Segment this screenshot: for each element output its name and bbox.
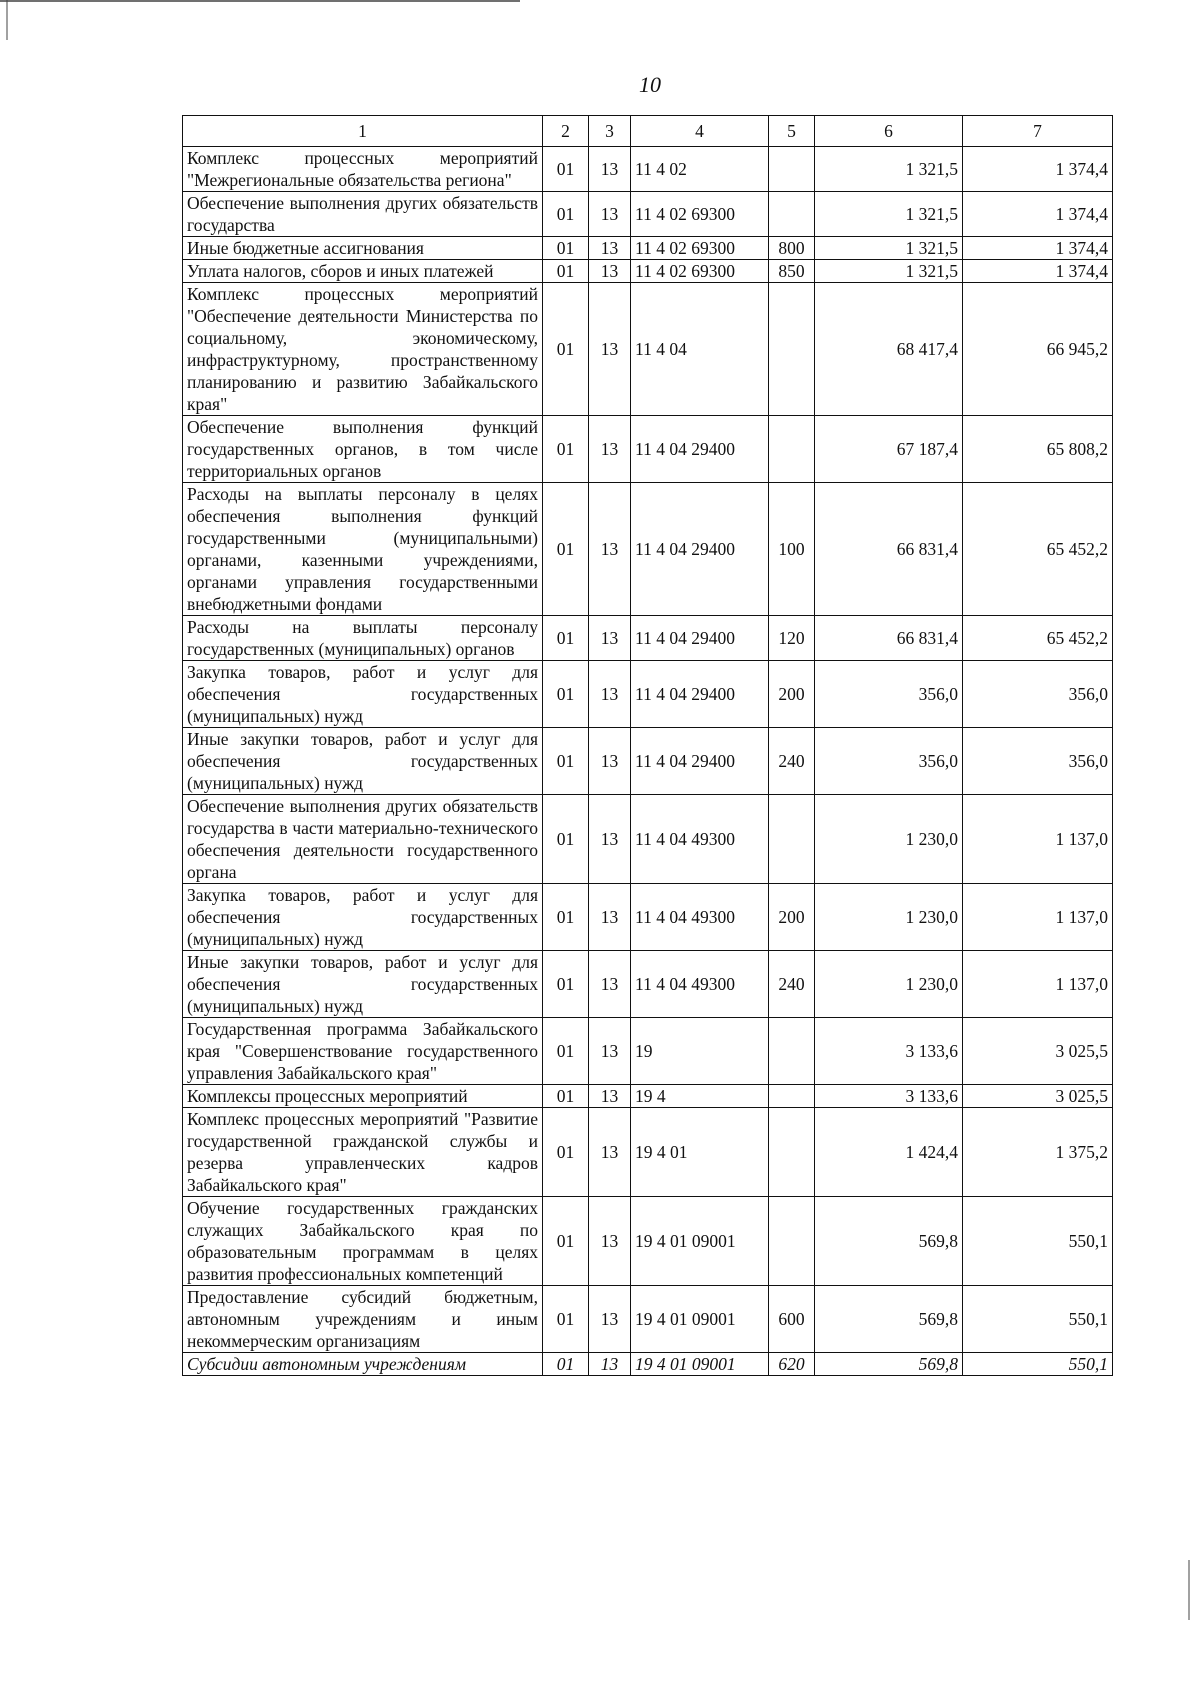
expense-type-cell <box>769 147 815 192</box>
amount-year2-cell: 1 374,4 <box>963 260 1113 283</box>
expense-type-cell: 600 <box>769 1286 815 1353</box>
expense-type-cell <box>769 192 815 237</box>
subsection-code-cell: 13 <box>589 884 631 951</box>
expense-name-cell: Закупка товаров, работ и услуг для обеспечения государственных (муниципальных) нужд <box>183 661 543 728</box>
amount-year1-cell: 66 831,4 <box>815 616 963 661</box>
amount-year2-cell: 550,1 <box>963 1286 1113 1353</box>
section-code-cell: 01 <box>543 795 589 884</box>
target-article-cell: 19 4 01 09001 <box>631 1197 769 1286</box>
expense-name-cell: Обеспечение выполнения других обязательств государства <box>183 192 543 237</box>
subsection-code-cell: 13 <box>589 951 631 1018</box>
section-code-cell: 01 <box>543 1018 589 1085</box>
amount-year1-cell: 67 187,4 <box>815 416 963 483</box>
table-header-row <box>183 116 1113 147</box>
target-article-cell: 19 4 01 <box>631 1108 769 1197</box>
expense-type-cell <box>769 1018 815 1085</box>
amount-year1-cell: 3 133,6 <box>815 1085 963 1108</box>
amount-year2-cell: 65 808,2 <box>963 416 1113 483</box>
scan-artifact-right-edge <box>1188 1560 1190 1620</box>
subsection-code-cell: 13 <box>589 661 631 728</box>
amount-year2-cell: 66 945,2 <box>963 283 1113 416</box>
table-row <box>183 1197 1113 1286</box>
table-row <box>183 661 1113 728</box>
subsection-code-cell: 13 <box>589 1353 631 1376</box>
target-article-cell: 11 4 04 29400 <box>631 416 769 483</box>
subsection-code-cell: 13 <box>589 237 631 260</box>
amount-year2-cell: 550,1 <box>963 1197 1113 1286</box>
table-row <box>183 795 1113 884</box>
amount-year1-cell: 356,0 <box>815 728 963 795</box>
amount-year1-cell: 3 133,6 <box>815 1018 963 1085</box>
expense-name-cell: Комплекс процессных мероприятий "Обеспечение деятельности Министерства по социальному, экономическому, инфраструктурному, пространственному планированию и развитию Забайкальского края" <box>183 283 543 416</box>
amount-year2-cell: 1 137,0 <box>963 951 1113 1018</box>
section-code-cell: 01 <box>543 1286 589 1353</box>
subsection-code-cell: 13 <box>589 795 631 884</box>
expense-name-cell: Расходы на выплаты персоналу в целях обеспечения выполнения функций государственными (муниципальными) органами, казенными учреждениями, органами управления государственными внебюджетными фондами <box>183 483 543 616</box>
expense-type-cell: 800 <box>769 237 815 260</box>
expense-name-cell: Государственная программа Забайкальского края "Совершенствование государственного управления Забайкальского края" <box>183 1018 543 1085</box>
target-article-cell: 11 4 02 69300 <box>631 260 769 283</box>
target-article-cell: 11 4 02 69300 <box>631 192 769 237</box>
table-row <box>183 616 1113 661</box>
target-article-cell: 11 4 04 29400 <box>631 616 769 661</box>
table-row <box>183 1018 1113 1085</box>
expense-name-cell: Предоставление субсидий бюджетным, автономным учреждениям и иным некоммерческим организациям <box>183 1286 543 1353</box>
subsection-code-cell: 13 <box>589 1108 631 1197</box>
amount-year2-cell: 3 025,5 <box>963 1018 1113 1085</box>
column-header: 2 <box>543 116 589 147</box>
table-row <box>183 1085 1113 1108</box>
column-header: 7 <box>963 116 1113 147</box>
table-row <box>183 1108 1113 1197</box>
table-row <box>183 283 1113 416</box>
subsection-code-cell: 13 <box>589 283 631 416</box>
column-header: 1 <box>183 116 543 147</box>
amount-year1-cell: 1 230,0 <box>815 884 963 951</box>
section-code-cell: 01 <box>543 661 589 728</box>
expense-type-cell <box>769 283 815 416</box>
expense-name-cell: Комплексы процессных мероприятий <box>183 1085 543 1108</box>
subsection-code-cell: 13 <box>589 192 631 237</box>
section-code-cell: 01 <box>543 884 589 951</box>
section-code-cell: 01 <box>543 1085 589 1108</box>
amount-year1-cell: 1 230,0 <box>815 795 963 884</box>
table-row <box>183 416 1113 483</box>
amount-year1-cell: 1 230,0 <box>815 951 963 1018</box>
subsection-code-cell: 13 <box>589 1197 631 1286</box>
expense-type-cell <box>769 1085 815 1108</box>
table-row <box>183 728 1113 795</box>
column-header: 6 <box>815 116 963 147</box>
scan-artifact-left-edge <box>6 0 8 40</box>
table-row <box>183 192 1113 237</box>
expense-type-cell: 240 <box>769 728 815 795</box>
expense-type-cell <box>769 1108 815 1197</box>
amount-year1-cell: 66 831,4 <box>815 483 963 616</box>
expense-name-cell: Обеспечение выполнения функций государственных органов, в том числе территориальных органов <box>183 416 543 483</box>
section-code-cell: 01 <box>543 728 589 795</box>
expense-name-cell: Комплекс процессных мероприятий "Развитие государственной гражданской службы и резерва управленческих кадров Забайкальского края" <box>183 1108 543 1197</box>
section-code-cell: 01 <box>543 192 589 237</box>
amount-year2-cell: 1 374,4 <box>963 147 1113 192</box>
amount-year1-cell: 1 321,5 <box>815 260 963 283</box>
section-code-cell: 01 <box>543 237 589 260</box>
amount-year1-cell: 1 424,4 <box>815 1108 963 1197</box>
scan-artifact-top-line <box>0 0 520 2</box>
expense-name-cell: Субсидии автономным учреждениям <box>183 1353 543 1376</box>
expense-type-cell: 240 <box>769 951 815 1018</box>
amount-year2-cell: 1 375,2 <box>963 1108 1113 1197</box>
amount-year2-cell: 550,1 <box>963 1353 1113 1376</box>
target-article-cell: 19 4 01 09001 <box>631 1286 769 1353</box>
target-article-cell: 11 4 02 69300 <box>631 237 769 260</box>
target-article-cell: 19 <box>631 1018 769 1085</box>
section-code-cell: 01 <box>543 260 589 283</box>
table-row <box>183 147 1113 192</box>
table-row <box>183 237 1113 260</box>
target-article-cell: 11 4 04 49300 <box>631 795 769 884</box>
subsection-code-cell: 13 <box>589 147 631 192</box>
section-code-cell: 01 <box>543 147 589 192</box>
section-code-cell: 01 <box>543 616 589 661</box>
section-code-cell: 01 <box>543 951 589 1018</box>
target-article-cell: 11 4 04 29400 <box>631 728 769 795</box>
table-row <box>183 1353 1113 1376</box>
table-row <box>183 260 1113 283</box>
target-article-cell: 11 4 04 29400 <box>631 661 769 728</box>
expense-name-cell: Расходы на выплаты персоналу государственных (муниципальных) органов <box>183 616 543 661</box>
amount-year1-cell: 1 321,5 <box>815 192 963 237</box>
expense-name-cell: Иные бюджетные ассигнования <box>183 237 543 260</box>
table-row <box>183 884 1113 951</box>
amount-year2-cell: 65 452,2 <box>963 616 1113 661</box>
amount-year2-cell: 356,0 <box>963 661 1113 728</box>
table-row <box>183 951 1113 1018</box>
subsection-code-cell: 13 <box>589 1085 631 1108</box>
amount-year1-cell: 569,8 <box>815 1353 963 1376</box>
expense-type-cell: 620 <box>769 1353 815 1376</box>
amount-year2-cell: 65 452,2 <box>963 483 1113 616</box>
amount-year1-cell: 1 321,5 <box>815 237 963 260</box>
budget-table <box>182 115 1113 1376</box>
amount-year2-cell: 1 137,0 <box>963 795 1113 884</box>
section-code-cell: 01 <box>543 1353 589 1376</box>
subsection-code-cell: 13 <box>589 260 631 283</box>
expense-type-cell <box>769 795 815 884</box>
expense-type-cell: 850 <box>769 260 815 283</box>
expense-name-cell: Обучение государственных гражданских служащих Забайкальского края по образовательным программам в целях развития профессиональных компетенций <box>183 1197 543 1286</box>
target-article-cell: 11 4 04 49300 <box>631 884 769 951</box>
section-code-cell: 01 <box>543 416 589 483</box>
amount-year1-cell: 356,0 <box>815 661 963 728</box>
target-article-cell: 19 4 <box>631 1085 769 1108</box>
amount-year2-cell: 1 374,4 <box>963 192 1113 237</box>
expense-name-cell: Иные закупки товаров, работ и услуг для обеспечения государственных (муниципальных) нужд <box>183 728 543 795</box>
table-row <box>183 1286 1113 1353</box>
expense-type-cell: 200 <box>769 884 815 951</box>
expense-type-cell: 200 <box>769 661 815 728</box>
expense-name-cell: Комплекс процессных мероприятий "Межрегиональные обязательства региона" <box>183 147 543 192</box>
subsection-code-cell: 13 <box>589 1286 631 1353</box>
column-header: 5 <box>769 116 815 147</box>
section-code-cell: 01 <box>543 1197 589 1286</box>
amount-year2-cell: 3 025,5 <box>963 1085 1113 1108</box>
page-number: 10 <box>639 72 661 97</box>
expense-type-cell: 100 <box>769 483 815 616</box>
column-header: 4 <box>631 116 769 147</box>
subsection-code-cell: 13 <box>589 728 631 795</box>
amount-year1-cell: 1 321,5 <box>815 147 963 192</box>
section-code-cell: 01 <box>543 483 589 616</box>
amount-year2-cell: 356,0 <box>963 728 1113 795</box>
subsection-code-cell: 13 <box>589 416 631 483</box>
target-article-cell: 11 4 02 <box>631 147 769 192</box>
column-header: 3 <box>589 116 631 147</box>
expense-name-cell: Обеспечение выполнения других обязательств государства в части материально-технического обеспечения деятельности государственного органа <box>183 795 543 884</box>
subsection-code-cell: 13 <box>589 483 631 616</box>
subsection-code-cell: 13 <box>589 616 631 661</box>
amount-year1-cell: 569,8 <box>815 1197 963 1286</box>
amount-year1-cell: 569,8 <box>815 1286 963 1353</box>
target-article-cell: 11 4 04 <box>631 283 769 416</box>
target-article-cell: 11 4 04 29400 <box>631 483 769 616</box>
expense-name-cell: Закупка товаров, работ и услуг для обеспечения государственных (муниципальных) нужд <box>183 884 543 951</box>
target-article-cell: 19 4 01 09001 <box>631 1353 769 1376</box>
target-article-cell: 11 4 04 49300 <box>631 951 769 1018</box>
section-code-cell: 01 <box>543 1108 589 1197</box>
amount-year2-cell: 1 374,4 <box>963 237 1113 260</box>
subsection-code-cell: 13 <box>589 1018 631 1085</box>
amount-year2-cell: 1 137,0 <box>963 884 1113 951</box>
expense-type-cell <box>769 416 815 483</box>
section-code-cell: 01 <box>543 283 589 416</box>
expense-type-cell: 120 <box>769 616 815 661</box>
expense-type-cell <box>769 1197 815 1286</box>
expense-name-cell: Уплата налогов, сборов и иных платежей <box>183 260 543 283</box>
table-row <box>183 483 1113 616</box>
amount-year1-cell: 68 417,4 <box>815 283 963 416</box>
expense-name-cell: Иные закупки товаров, работ и услуг для обеспечения государственных (муниципальных) нужд <box>183 951 543 1018</box>
